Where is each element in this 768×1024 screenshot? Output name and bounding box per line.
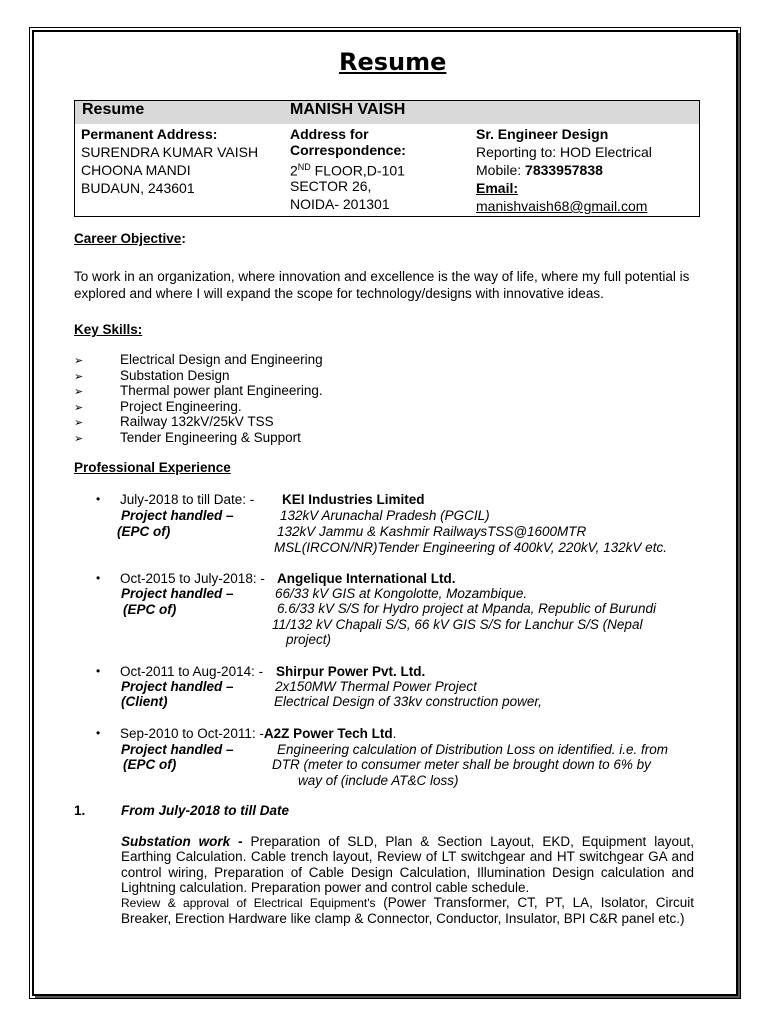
project-line: 2x150MW Thermal Power Project [275, 679, 477, 694]
skill-item: Thermal power plant Engineering. [120, 383, 323, 398]
correspondence-label: Correspondence: [290, 142, 406, 158]
experience-bullet: • [96, 571, 101, 585]
skill-bullet: ➢ [74, 433, 84, 445]
skill-item: Electrical Design and Engineering [120, 352, 323, 367]
permanent-address-line: BUDAUN, 243601 [81, 180, 195, 196]
role-label: (Client) [121, 694, 168, 709]
header-resume-label: Resume [82, 101, 145, 118]
section-body: Substation work - Preparation of SLD, Plan & Section Layout, EKD, Equipment layout, Earthing Calculation. Cable trench layout, Review of LT switchgear and HT switchgear GA and control wiring, Preparation of Cable Design Calculation, Illumination Design calculation and Lightning calculation. Preparation power and control cable schedule. Review & approval of Electrical Equipment's (Power Transformer, CT, PT, LA, Isolator, Circuit Breaker, Erection Hardware like clamp & Connector, Conductor, Insulator, BPI C&R panel etc.) [121, 834, 694, 927]
role-label: (EPC of) [117, 524, 171, 539]
experience-period: Oct-2011 to Aug-2014: - [120, 664, 264, 679]
email-label: Email: [476, 180, 519, 196]
email-link[interactable]: manishvaish68@gmail.com [476, 198, 648, 214]
project-line: 132kV Arunachal Pradesh (PGCIL) [280, 508, 490, 523]
section-number: 1. [74, 803, 86, 818]
skill-bullet: ➢ [74, 371, 84, 383]
skill-item: Railway 132kV/25kV TSS [120, 414, 274, 429]
header-name: MANISH VAISH [290, 101, 406, 118]
project-line: 11/132 kV Chapali S/S, 66 kV GIS S/S for Lanchur S/S (Nepal [272, 617, 643, 632]
project-line: Electrical Design of 33kv construction power, [274, 694, 542, 709]
skill-bullet: ➢ [74, 417, 84, 429]
correspondence-floor: 2ND FLOOR,D-101 [290, 162, 405, 179]
experience-bullet: • [96, 664, 101, 678]
experience-company: KEI Industries Limited [282, 492, 425, 507]
project-line: way of (include AT&C loss) [298, 773, 459, 788]
career-objective-heading: Career Objective: [74, 231, 186, 246]
project-line: 66/33 kV GIS at Kongolotte, Mozambique. [275, 586, 528, 601]
skill-item: Tender Engineering & Support [120, 430, 301, 445]
project-line: DTR (meter to consumer meter shall be brought down to 6% by [272, 757, 651, 772]
project-handled-label: Project handled – [121, 679, 234, 694]
skill-bullet: ➢ [74, 402, 84, 414]
experience-bullet: • [96, 492, 101, 506]
project-line: 6.6/33 kV S/S for Hydro project at Mpanda, Republic of Burundi [277, 601, 656, 616]
professional-experience-heading: Professional Experience [74, 460, 231, 475]
correspondence-label: Address for [290, 126, 369, 142]
permanent-address-line: CHOONA MANDI [81, 162, 191, 178]
role-label: (EPC of) [123, 602, 177, 617]
project-line: project) [286, 632, 332, 647]
designation: Sr. Engineer Design [476, 126, 609, 142]
correspondence-city: NOIDA- 201301 [290, 196, 390, 212]
project-line: 132kV Jammu & Kashmir RailwaysTSS@1600MTR [277, 524, 587, 539]
section-title: From July-2018 to till Date [121, 803, 290, 818]
experience-bullet: • [96, 726, 101, 740]
role-label: (EPC of) [123, 757, 177, 772]
career-objective-text: To work in an organization, where innovation and excellence is the way of life, where my full potential is explored and where I will expand the scope for technology/designs with innovative ideas. [74, 269, 690, 301]
skill-bullet: ➢ [74, 386, 84, 398]
permanent-address-label: Permanent Address: [81, 126, 218, 142]
reporting-to: Reporting to: HOD Electrical [476, 144, 652, 160]
experience-period: July-2018 to till Date: - [120, 492, 255, 507]
project-handled-label: Project handled – [121, 742, 234, 757]
permanent-address-line: SURENDRA KUMAR VAISH [81, 144, 259, 160]
experience-company: Shirpur Power Pvt. Ltd. [276, 664, 426, 679]
skill-item: Substation Design [120, 368, 230, 383]
project-line: Engineering calculation of Distribution Loss on identified. i.e. from [277, 742, 668, 757]
project-handled-label: Project handled – [121, 508, 234, 523]
project-handled-label: Project handled – [121, 586, 234, 601]
skill-bullet: ➢ [74, 355, 84, 367]
mobile: Mobile: 7833957838 [476, 162, 603, 178]
project-line: MSL(IRCON/NR)Tender Engineering of 400kV, 220kV, 132kV etc. [274, 540, 667, 555]
skill-item: Project Engineering. [120, 399, 242, 414]
key-skills-heading: Key Skills: [74, 322, 143, 337]
document-title: Resume [339, 48, 447, 76]
experience-company: Angelique International Ltd. [277, 571, 456, 586]
experience-period: Oct-2015 to July-2018: - [120, 571, 265, 586]
experience-period: Sep-2010 to Oct-2011: -A2Z Power Tech Ltd. [120, 726, 397, 741]
correspondence-sector: SECTOR 26, [290, 178, 372, 194]
